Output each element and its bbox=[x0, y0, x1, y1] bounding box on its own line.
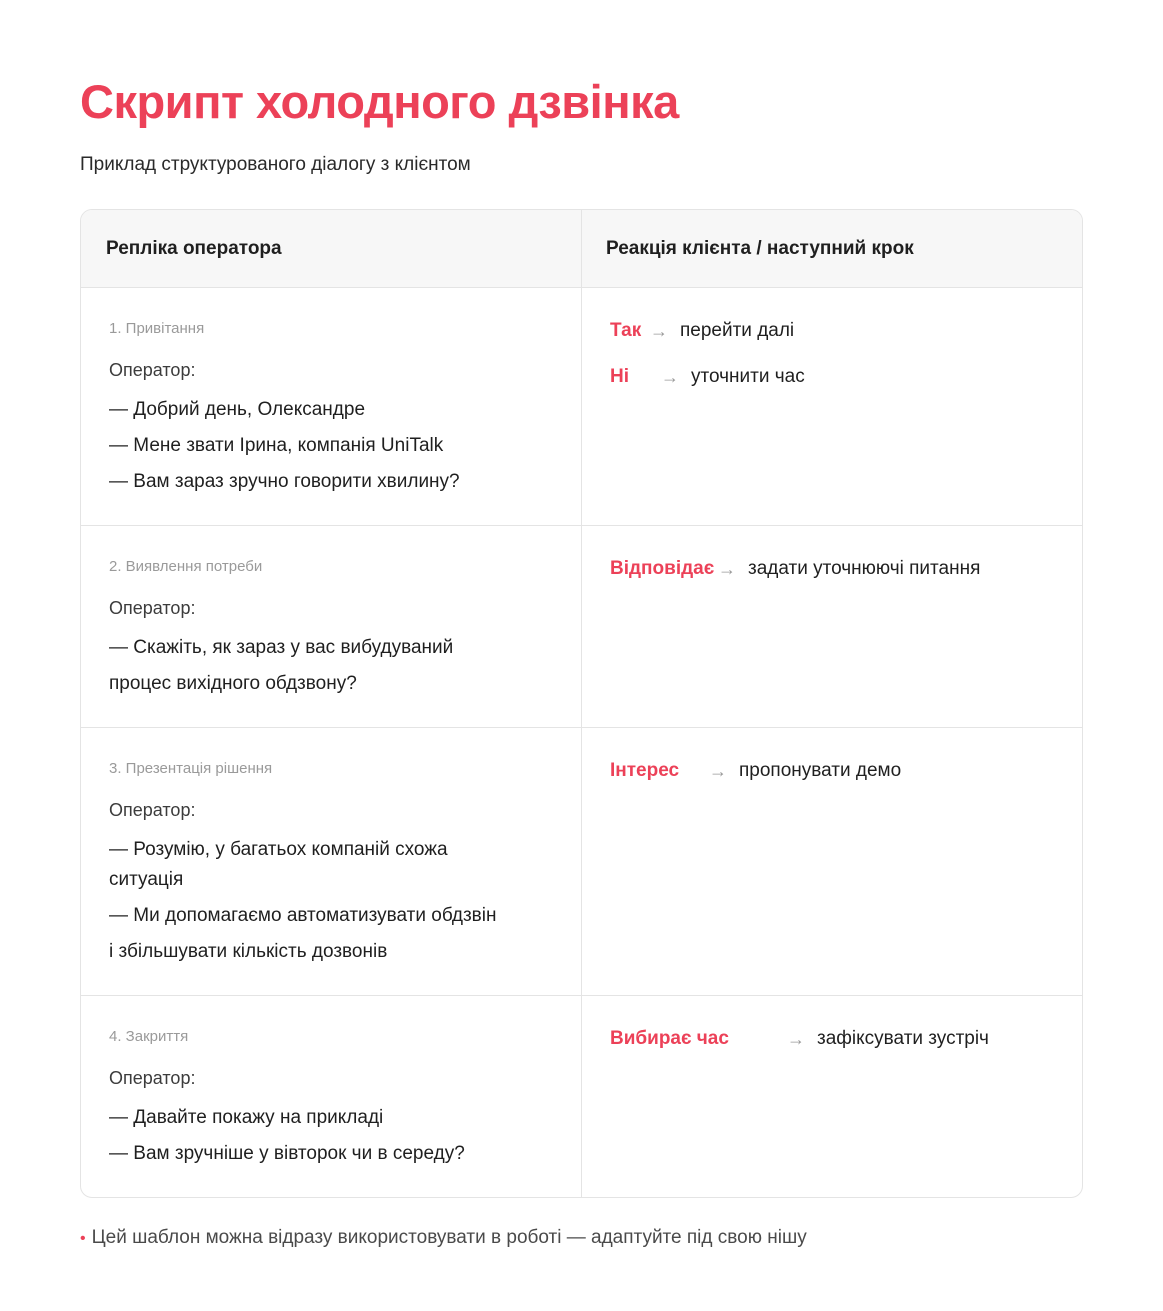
bullet-icon: • bbox=[80, 1230, 86, 1247]
response-key: Вибирає час bbox=[610, 1028, 729, 1049]
response-key: Ні bbox=[610, 366, 629, 387]
step-title: 1. Привітання bbox=[109, 320, 205, 337]
operator-line: процес вихідного обдзвону? bbox=[109, 673, 357, 694]
response-key: Інтерес bbox=[610, 760, 680, 781]
response-item bbox=[81, 319, 1082, 343]
operator-line: — Вам зараз зручно говорити хвилину? bbox=[109, 471, 460, 492]
footnote bbox=[80, 1225, 807, 1252]
page-subtitle: Приклад структурованого діалогу з клієнтом bbox=[80, 154, 471, 175]
response-item bbox=[81, 557, 1082, 581]
arrow-right-icon: → bbox=[709, 761, 727, 781]
step-title: 2. Виявлення потреби bbox=[109, 558, 263, 575]
header-operator-replica: Репліка оператора bbox=[106, 238, 282, 259]
table-row bbox=[81, 288, 1082, 526]
response-key: Так bbox=[610, 320, 642, 341]
operator-line: — Скажіть, як зараз у вас вибудуваний bbox=[109, 637, 454, 658]
operator-line: — Давайте покажу на прикладі bbox=[109, 1107, 384, 1128]
arrow-right-icon: → bbox=[650, 321, 668, 341]
operator-line: — Розумію, у багатьох компаній схожа bbox=[109, 839, 448, 860]
step-title: 4. Закриття bbox=[109, 1028, 189, 1045]
operator-label: Оператор: bbox=[109, 1068, 196, 1088]
operator-line: — Добрий день, Олександре bbox=[109, 399, 366, 420]
operator-line: — Мене звати Ірина, компанія UniTalk bbox=[109, 435, 444, 456]
operator-line: і збільшувати кількість дозвонів bbox=[109, 941, 388, 962]
operator-line: — Ми допомагаємо автоматизувати обдзвін bbox=[109, 905, 497, 926]
script-table bbox=[80, 209, 1083, 1198]
footnote-text: Цей шаблон можна відразу використовувати в роботі — адаптуйте під свою нішу bbox=[91, 1227, 807, 1248]
response-action: уточнити час bbox=[691, 366, 805, 387]
operator-line: — Вам зручніше у вівторок чи в середу? bbox=[109, 1143, 465, 1164]
operator-label: Оператор: bbox=[109, 800, 196, 820]
table-row bbox=[81, 526, 1082, 728]
header-client-reaction: Реакція клієнта / наступний крок bbox=[606, 238, 914, 259]
response-item bbox=[81, 759, 1082, 783]
response-item bbox=[81, 1027, 1082, 1051]
operator-line: ситуація bbox=[109, 869, 184, 890]
response-action: зафіксувати зустріч bbox=[817, 1028, 989, 1049]
arrow-right-icon: → bbox=[718, 559, 736, 579]
arrow-right-icon: → bbox=[661, 367, 679, 387]
response-action: перейти далі bbox=[680, 320, 795, 341]
response-action: задати уточнюючі питання bbox=[748, 558, 981, 579]
table-row bbox=[81, 728, 1082, 996]
response-action: пропонувати демо bbox=[739, 760, 902, 781]
page-title: Скрипт холодного дзвінка bbox=[80, 75, 679, 128]
step-title: 3. Презентація рішення bbox=[109, 760, 273, 777]
operator-label: Оператор: bbox=[109, 360, 196, 380]
response-item bbox=[81, 365, 1082, 389]
operator-label: Оператор: bbox=[109, 598, 196, 618]
arrow-right-icon: → bbox=[787, 1029, 805, 1049]
response-key: Відповідає bbox=[610, 558, 715, 579]
table-row bbox=[81, 996, 1082, 1197]
